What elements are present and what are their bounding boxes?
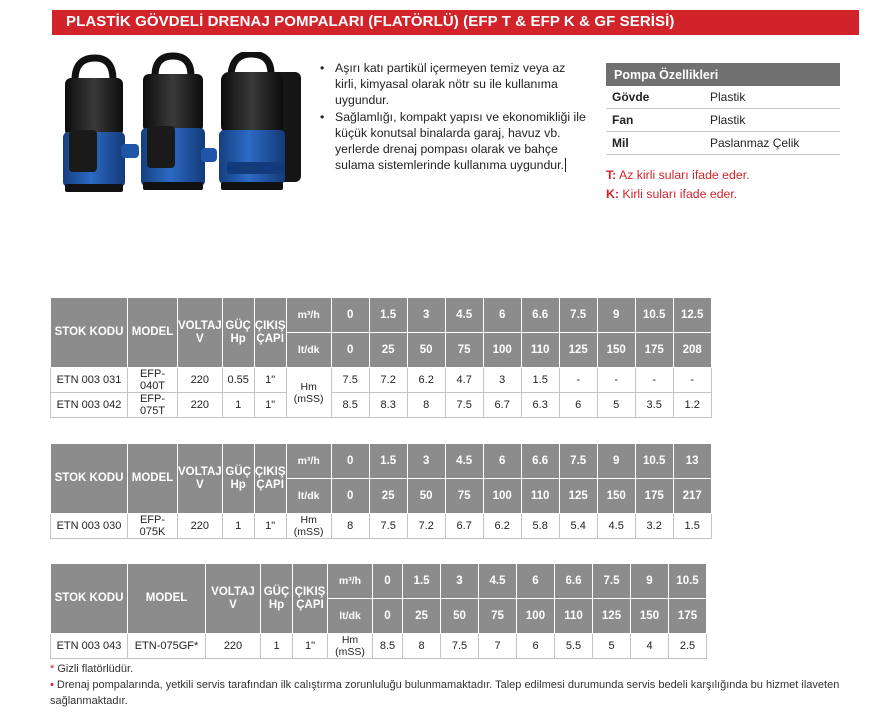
- col-header-outlet: ÇIKIŞ ÇAPI: [254, 298, 286, 368]
- flow-m3h-cell: 6: [517, 564, 555, 599]
- table-row: [51, 393, 712, 418]
- head-value-cell: 5: [593, 634, 631, 659]
- flow-m3h-cell: 10.5: [635, 444, 673, 479]
- head-value-cell: 7.5: [441, 634, 479, 659]
- col-header-model: MODEL: [128, 444, 178, 514]
- head-value-cell: 8.5: [373, 634, 403, 659]
- flow-m3h-cell: 6.6: [555, 564, 593, 599]
- features-title: Pompa Özellikleri: [606, 63, 840, 86]
- cell-model: EFP-040T: [128, 368, 178, 393]
- head-value-cell: 1.2: [673, 393, 711, 418]
- header-row: [51, 298, 712, 333]
- pump-product-image: [55, 52, 305, 202]
- flow-ltdk-cell: 125: [559, 333, 597, 368]
- head-value-cell: 7.5: [369, 514, 407, 539]
- col-header-voltage: VOLTAJ V: [178, 298, 223, 368]
- head-unit-label: Hm (mSS): [328, 634, 373, 659]
- head-value-cell: 7.2: [369, 368, 407, 393]
- flow-ltdk-cell: 25: [369, 479, 407, 514]
- page-title: PLASTİK GÖVDELİ DRENAJ POMPALARI (FLATÖRLÜ) (EFP T & EFP K & GF SERİSİ): [66, 13, 675, 30]
- footnotes: [50, 661, 840, 709]
- flow-ltdk-cell: 125: [559, 479, 597, 514]
- flow-unit-ltdk: lt/dk: [328, 599, 373, 634]
- head-value-cell: 6.2: [483, 514, 521, 539]
- col-header-power: GÜÇ Hp: [222, 444, 254, 514]
- flow-m3h-cell: 6.6: [521, 298, 559, 333]
- flow-m3h-cell: 9: [597, 444, 635, 479]
- head-unit-label: Hm (mSS): [286, 514, 331, 539]
- col-header-outlet: ÇIKIŞ ÇAPI: [293, 564, 328, 634]
- flow-m3h-cell: 0: [331, 444, 369, 479]
- col-header-power: GÜÇ Hp: [261, 564, 293, 634]
- flow-unit-ltdk: lt/dk: [286, 479, 331, 514]
- cell-code: ETN 003 030: [51, 514, 128, 539]
- head-value-cell: 6.2: [407, 368, 445, 393]
- head-value-cell: -: [673, 368, 711, 393]
- col-header-voltage: VOLTAJ V: [206, 564, 261, 634]
- head-value-cell: 5.8: [521, 514, 559, 539]
- flow-ltdk-cell: 175: [635, 333, 673, 368]
- flow-ltdk-cell: 50: [407, 479, 445, 514]
- text-cursor: [565, 158, 566, 172]
- table-row: [51, 514, 712, 539]
- flow-ltdk-cell: 100: [483, 333, 521, 368]
- flow-m3h-cell: 6: [483, 444, 521, 479]
- header-row: [51, 444, 712, 479]
- cell-model: EFP-075T: [128, 393, 178, 418]
- flow-ltdk-cell: 25: [369, 333, 407, 368]
- flow-m3h-cell: 1.5: [369, 444, 407, 479]
- table-row: Gövde Plastik: [606, 86, 840, 109]
- flow-m3h-cell: 7.5: [593, 564, 631, 599]
- footnote: * Gizli flatörlüdür.: [50, 663, 134, 675]
- flow-ltdk-cell: 208: [673, 333, 711, 368]
- flow-m3h-cell: 3: [441, 564, 479, 599]
- head-value-cell: 1.5: [673, 514, 711, 539]
- flow-ltdk-cell: 100: [517, 599, 555, 634]
- flow-m3h-cell: 13: [673, 444, 711, 479]
- series-notes: [606, 166, 750, 204]
- head-value-cell: 8.5: [331, 393, 369, 418]
- series-note-k: K: Kirli suları ifade eder.: [606, 187, 738, 201]
- head-value-cell: 6.7: [483, 393, 521, 418]
- flow-m3h-cell: 0: [373, 564, 403, 599]
- header-row: [51, 564, 707, 599]
- table-row: [51, 368, 712, 393]
- flow-m3h-cell: 7.5: [559, 298, 597, 333]
- cell-model: ETN-075GF*: [128, 634, 206, 659]
- flow-ltdk-cell: 150: [597, 333, 635, 368]
- col-header-model: MODEL: [128, 564, 206, 634]
- flow-m3h-cell: 1.5: [369, 298, 407, 333]
- head-value-cell: 7: [479, 634, 517, 659]
- head-value-cell: 3.5: [635, 393, 673, 418]
- flow-ltdk-cell: 110: [521, 479, 559, 514]
- flow-m3h-cell: 1.5: [403, 564, 441, 599]
- flow-ltdk-cell: 50: [441, 599, 479, 634]
- flow-ltdk-cell: 150: [597, 479, 635, 514]
- flow-m3h-cell: 10.5: [669, 564, 707, 599]
- head-value-cell: 3.2: [635, 514, 673, 539]
- cell-outlet: 1": [254, 393, 286, 418]
- cell-power: 0.55: [222, 368, 254, 393]
- flow-ltdk-cell: 110: [555, 599, 593, 634]
- head-unit-label: Hm (mSS): [286, 368, 331, 418]
- cell-voltage: 220: [206, 634, 261, 659]
- head-value-cell: 4.7: [445, 368, 483, 393]
- head-value-cell: 7.2: [407, 514, 445, 539]
- cell-outlet: 1": [254, 368, 286, 393]
- col-header-power: GÜÇ Hp: [222, 298, 254, 368]
- head-value-cell: 3: [483, 368, 521, 393]
- flow-m3h-cell: 0: [331, 298, 369, 333]
- table-row: Mil Paslanmaz Çelik: [606, 132, 840, 155]
- head-value-cell: -: [559, 368, 597, 393]
- flow-ltdk-cell: 0: [373, 599, 403, 634]
- cell-power: 1: [222, 393, 254, 418]
- head-value-cell: 7.5: [331, 368, 369, 393]
- cell-outlet: 1": [293, 634, 328, 659]
- flow-m3h-cell: 7.5: [559, 444, 597, 479]
- flow-ltdk-cell: 0: [331, 333, 369, 368]
- head-value-cell: 6: [517, 634, 555, 659]
- head-value-cell: 5: [597, 393, 635, 418]
- cell-voltage: 220: [178, 368, 223, 393]
- footnote: • Drenaj pompalarında, yetkili servis tarafından ilk calıştırma zorunluluğu bulunmamaktadır. Talep edilmesi durumunda servis bedeli karşılığında bu hizmet ilaveten sağlanmaktadır.: [50, 679, 840, 707]
- head-value-cell: 8.3: [369, 393, 407, 418]
- pump-spec-table: [50, 563, 707, 659]
- flow-ltdk-cell: 75: [479, 599, 517, 634]
- flow-ltdk-cell: 175: [669, 599, 707, 634]
- head-value-cell: 8: [407, 393, 445, 418]
- flow-ltdk-cell: 25: [403, 599, 441, 634]
- flow-m3h-cell: 9: [631, 564, 669, 599]
- head-value-cell: 5.4: [559, 514, 597, 539]
- flow-m3h-cell: 4.5: [445, 444, 483, 479]
- flow-ltdk-cell: 0: [331, 479, 369, 514]
- head-value-cell: 8: [403, 634, 441, 659]
- head-value-cell: 4: [631, 634, 669, 659]
- cell-outlet: 1": [254, 514, 286, 539]
- description-item: • Sağlamlığı, kompakt yapısı ve ekonomikliği ile küçük konutsal binalarda garaj, havuz vb. yerlerde drenaj pompası olarak ve bahçe sulama sistemlerinde kullanıma uygundur.: [318, 109, 588, 174]
- flow-ltdk-cell: 75: [445, 333, 483, 368]
- flow-m3h-cell: 6: [483, 298, 521, 333]
- head-value-cell: -: [597, 368, 635, 393]
- table-row: Fan Plastik: [606, 109, 840, 132]
- pump-spec-table: [50, 443, 712, 539]
- cell-voltage: 220: [178, 514, 223, 539]
- cell-code: ETN 003 031: [51, 368, 128, 393]
- cell-code: ETN 003 043: [51, 634, 128, 659]
- flow-m3h-cell: 3: [407, 298, 445, 333]
- head-value-cell: 6.3: [521, 393, 559, 418]
- col-header-stock-code: STOK KODU: [51, 564, 128, 634]
- flow-ltdk-cell: 50: [407, 333, 445, 368]
- flow-ltdk-cell: 217: [673, 479, 711, 514]
- flow-m3h-cell: 4.5: [445, 298, 483, 333]
- features-table: [606, 63, 840, 155]
- head-value-cell: 4.5: [597, 514, 635, 539]
- cell-model: EFP-075K: [128, 514, 178, 539]
- flow-unit-m3h: m³/h: [286, 444, 331, 479]
- flow-ltdk-cell: 110: [521, 333, 559, 368]
- flow-m3h-cell: 9: [597, 298, 635, 333]
- head-value-cell: 2.5: [669, 634, 707, 659]
- pump-spec-table: [50, 297, 712, 418]
- head-value-cell: 6.7: [445, 514, 483, 539]
- flow-ltdk-cell: 100: [483, 479, 521, 514]
- cell-power: 1: [261, 634, 293, 659]
- flow-ltdk-cell: 75: [445, 479, 483, 514]
- flow-m3h-cell: 6.6: [521, 444, 559, 479]
- col-header-outlet: ÇIKIŞ ÇAPI: [254, 444, 286, 514]
- table-row: [51, 634, 707, 659]
- col-header-model: MODEL: [128, 298, 178, 368]
- series-note-t: T: Az kirli suları ifade eder.: [606, 168, 750, 182]
- flow-m3h-cell: 4.5: [479, 564, 517, 599]
- col-header-stock-code: STOK KODU: [51, 444, 128, 514]
- cell-power: 1: [222, 514, 254, 539]
- flow-ltdk-cell: 175: [635, 479, 673, 514]
- title-banner: [52, 10, 859, 35]
- head-value-cell: 5.5: [555, 634, 593, 659]
- description-list: [318, 60, 588, 173]
- flow-m3h-cell: 12.5: [673, 298, 711, 333]
- flow-unit-ltdk: lt/dk: [286, 333, 331, 368]
- head-value-cell: 6: [559, 393, 597, 418]
- head-value-cell: 1.5: [521, 368, 559, 393]
- description-item: • Aşırı katı partikül içermeyen temiz veya az kirli, kimyasal olarak nötr su ile kullanıma uygundur.: [318, 60, 588, 109]
- flow-unit-m3h: m³/h: [328, 564, 373, 599]
- head-value-cell: -: [635, 368, 673, 393]
- col-header-stock-code: STOK KODU: [51, 298, 128, 368]
- head-value-cell: 8: [331, 514, 369, 539]
- col-header-voltage: VOLTAJ V: [178, 444, 223, 514]
- head-value-cell: 7.5: [445, 393, 483, 418]
- cell-code: ETN 003 042: [51, 393, 128, 418]
- flow-m3h-cell: 3: [407, 444, 445, 479]
- flow-unit-m3h: m³/h: [286, 298, 331, 333]
- flow-ltdk-cell: 125: [593, 599, 631, 634]
- cell-voltage: 220: [178, 393, 223, 418]
- flow-ltdk-cell: 150: [631, 599, 669, 634]
- flow-m3h-cell: 10.5: [635, 298, 673, 333]
